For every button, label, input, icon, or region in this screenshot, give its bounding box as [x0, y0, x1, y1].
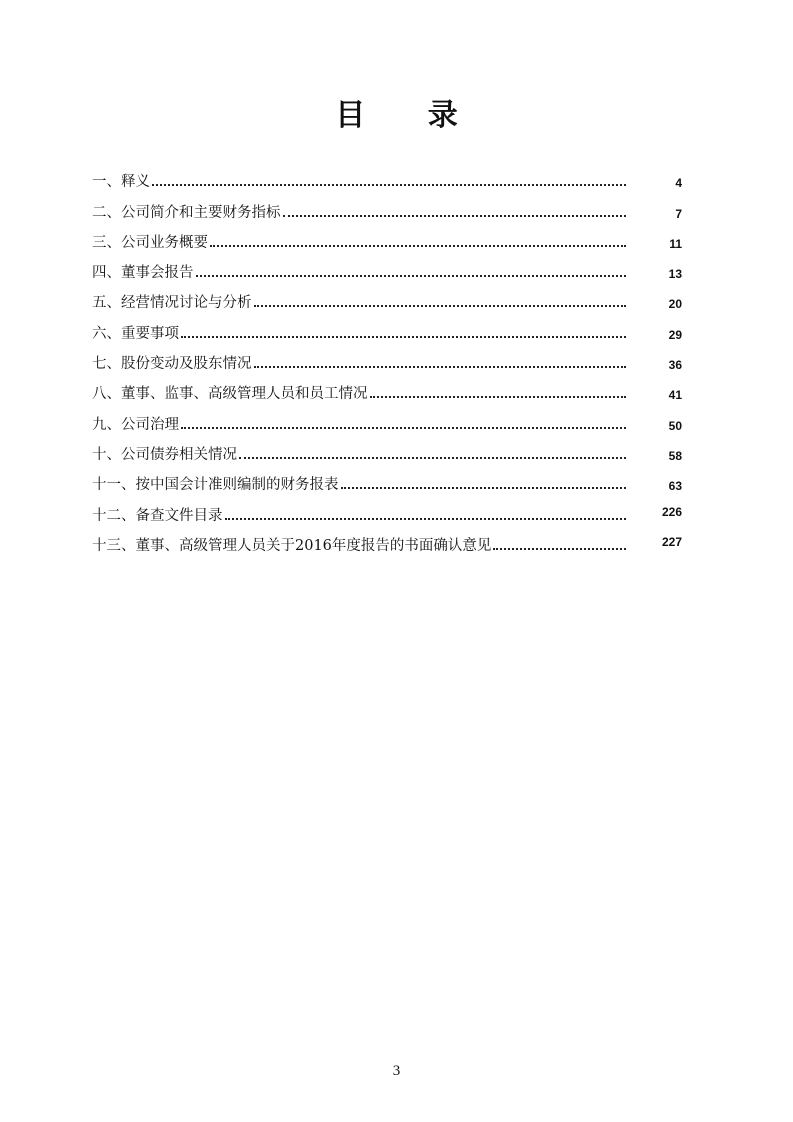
toc-dot-leader	[254, 305, 627, 307]
toc-entry-3[interactable]	[92, 223, 694, 253]
toc-dot-leader	[493, 548, 626, 550]
toc-entry-7[interactable]	[92, 344, 694, 374]
toc-entry-label: 十二、备查文件目录	[92, 507, 223, 524]
toc-entry-label: 九、公司治理	[92, 416, 179, 433]
toc-entry-page: 226	[661, 504, 682, 519]
page-number: 3	[392, 1063, 401, 1079]
toc-entry-page: 50	[668, 418, 682, 433]
toc-dot-leader	[341, 487, 627, 489]
toc-entry-label: 二、公司简介和主要财务指标	[92, 204, 281, 221]
toc-entry-page: 227	[661, 534, 682, 549]
toc-dot-leader	[225, 518, 627, 520]
toc-entry-page: 13	[668, 267, 682, 282]
toc-entry-label: 六、重要事项	[92, 325, 179, 342]
toc-entry-page: 20	[668, 297, 682, 312]
toc-entry-page: 11	[669, 236, 682, 251]
toc-entry-page: 41	[668, 388, 682, 403]
toc-dot-leader	[152, 184, 626, 186]
toc-entry-label: 十三、董事、高级管理人员关于2016年度报告的书面确认意见	[92, 537, 492, 554]
toc-entry-10[interactable]	[92, 435, 694, 465]
toc-dot-leader	[181, 427, 626, 429]
toc-entry-page: 7	[675, 206, 682, 221]
toc-entry-label: 十、公司债券相关情况	[92, 446, 237, 463]
toc-entry-6[interactable]	[92, 313, 694, 343]
toc-entry-2[interactable]	[92, 192, 694, 222]
toc-dot-leader	[370, 396, 627, 398]
toc-entry-page: 4	[675, 176, 682, 191]
toc-entry-9[interactable]	[92, 404, 694, 434]
toc-dot-leader	[254, 366, 627, 368]
toc-entry-label: 三、公司业务概要	[92, 234, 208, 251]
document-title: 目 录	[335, 98, 484, 133]
toc-entry-label: 四、董事会报告	[92, 265, 194, 282]
toc-entry-13[interactable]	[92, 526, 694, 556]
toc-dot-leader	[239, 457, 626, 459]
toc-dot-leader	[196, 275, 627, 277]
toc-entry-page: 29	[668, 327, 682, 342]
toc-entry-label: 八、董事、监事、高级管理人员和员工情况	[92, 386, 368, 403]
toc-entry-1[interactable]	[92, 162, 694, 192]
toc-dot-leader	[283, 215, 627, 217]
toc-dot-leader	[210, 245, 626, 247]
toc-entry-12[interactable]	[92, 495, 694, 525]
toc-entry-page: 63	[668, 479, 682, 494]
toc-entry-page: 36	[668, 358, 682, 373]
toc-entry-11[interactable]	[92, 465, 694, 495]
toc-entry-4[interactable]	[92, 253, 694, 283]
toc-entry-page: 58	[668, 448, 682, 463]
toc-entry-label: 一、释义	[92, 174, 150, 191]
toc-entry-8[interactable]	[92, 374, 694, 404]
toc-dot-leader	[181, 336, 626, 338]
toc-entry-5[interactable]	[92, 283, 694, 313]
toc-entry-label: 十一、按中国会计准则编制的财务报表	[92, 477, 339, 494]
toc-entry-label: 七、股份变动及股东情况	[92, 356, 252, 373]
table-of-contents	[92, 162, 694, 556]
toc-entry-label: 五、经营情况讨论与分析	[92, 295, 252, 312]
